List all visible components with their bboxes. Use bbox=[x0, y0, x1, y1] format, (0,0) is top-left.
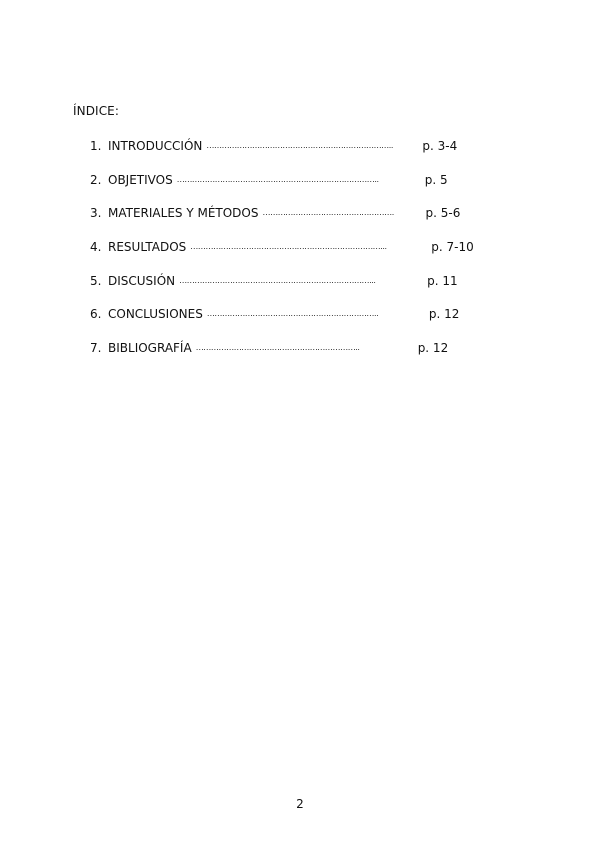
toc-entry-conclusiones bbox=[90, 307, 474, 341]
toc-entry-number: 2. bbox=[90, 172, 102, 187]
toc-heading: ÍNDICE: bbox=[73, 104, 119, 118]
toc-entry-page: p. 7-10 bbox=[431, 240, 474, 255]
toc-entry-introduccion bbox=[90, 139, 474, 173]
toc-entry-discusion bbox=[90, 274, 474, 308]
toc-leader-dots: ……………………………………………………………….. bbox=[206, 141, 394, 150]
table-of-contents bbox=[90, 139, 474, 375]
toc-entry-label: DISCUSIÓN bbox=[108, 273, 176, 288]
toc-leader-dots: …………………………………………………………………….. bbox=[176, 174, 379, 184]
toc-entry-label: CONCLUSIONES bbox=[108, 307, 203, 322]
toc-entry-objetivos bbox=[90, 173, 474, 207]
toc-leader-dots: …………………………………………………………………... bbox=[190, 242, 387, 252]
toc-leader-dots: ……………………………………………. bbox=[262, 208, 394, 218]
toc-entry-bibliografia bbox=[90, 341, 474, 375]
toc-leader-dots: …………………………………………………………………... bbox=[179, 275, 376, 285]
toc-entry-page: p. 3-4 bbox=[422, 139, 458, 153]
toc-entry-label: RESULTADOS bbox=[108, 240, 187, 255]
toc-entry-number: 3. bbox=[90, 206, 102, 221]
toc-entry-page: p. 11 bbox=[427, 273, 458, 288]
toc-entry-label: BIBLIOGRAFÍA bbox=[108, 341, 192, 356]
toc-entry-number: 6. bbox=[90, 307, 102, 322]
toc-entry-materiales-metodos bbox=[90, 206, 474, 240]
toc-leader-dots: ………………………………………………………….. bbox=[206, 309, 379, 319]
toc-entry-resultados bbox=[90, 240, 474, 274]
toc-entry-number: 1. bbox=[90, 139, 102, 153]
toc-entry-label: MATERIALES Y MÉTODOS bbox=[108, 206, 259, 221]
page-number: 2 bbox=[296, 797, 304, 811]
toc-entry-label: OBJETIVOS bbox=[108, 172, 173, 187]
toc-entry-page: p. 5 bbox=[424, 172, 448, 187]
toc-entry-page: p. 12 bbox=[428, 307, 460, 322]
toc-entry-page: p. 5-6 bbox=[425, 206, 461, 221]
toc-entry-number: 5. bbox=[90, 273, 102, 288]
toc-entry-number: 7. bbox=[90, 341, 102, 356]
toc-entry-label: INTRODUCCIÓN bbox=[108, 139, 203, 153]
toc-entry-number: 4. bbox=[90, 240, 102, 255]
toc-leader-dots: ……………………………………………………….. bbox=[195, 343, 360, 353]
toc-entry-page: p. 12 bbox=[417, 341, 449, 356]
